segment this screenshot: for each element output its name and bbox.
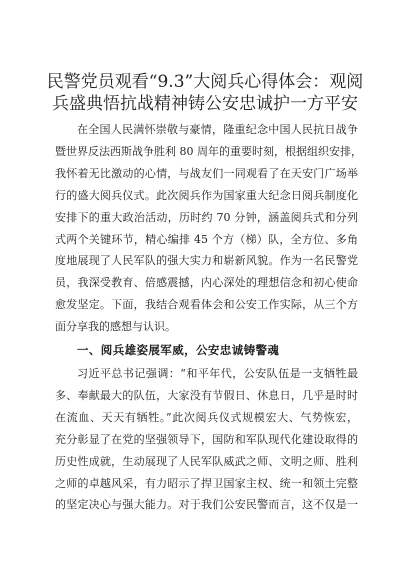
paragraph-line: 之师的卓越风采，有力昭示了捍卫国家主权、统一和领土完整 <box>55 476 358 490</box>
title-line: 民警党员观看“9.3”大阅兵心得体会：观阅 <box>46 72 364 92</box>
paragraph-line: 员，我深受教育、倍感震撼，内心深处的理想信念和初心使命 <box>55 276 358 290</box>
title-line: 兵盛典悟抗战精神铸公安忠诚护一方平安 <box>52 94 358 114</box>
intro-paragraph <box>55 119 362 338</box>
paragraph-line: 安排下的重大政治活动，历时约 70 分钟，涵盖阅兵式和分列 <box>55 210 358 224</box>
paragraph-line: 充分彰显了在党的坚强领导下，国防和军队现代化建设取得的 <box>55 432 358 446</box>
paragraph-line: 在全国人民满怀崇敬与豪情，隆重纪念中国人民抗日战争 <box>77 123 358 136</box>
section1-paragraph <box>55 363 358 516</box>
paragraph-line: 暨世界反法西斯战争胜利 80 周年的重要时刻，根据组织安排， <box>55 144 362 158</box>
paragraph-line: 多、奉献最大的队伍，大家没有节假日、休息日，几乎是时时 <box>55 388 358 402</box>
paragraph-line: 我怀着无比激动的心情，与战友们一同观看了在天安门广场举 <box>55 166 358 180</box>
paragraph-line: 在流血、天天有牺牲。”此次阅兵仪式规模宏大、气势恢宏， <box>55 410 358 424</box>
paragraph-line: 历史性成就，生动展现了人民军队威武之师、文明之师、胜利 <box>55 454 358 468</box>
paragraph-line: 的坚定决心与强大能力。对于我们公安民警而言，这不仅是一 <box>55 498 358 512</box>
paragraph-line: 行的盛大阅兵仪式。此次阅兵作为国家重大纪念日阅兵制度化 <box>55 188 358 202</box>
paragraph-line: 面分享我的感想与认识。 <box>55 320 176 334</box>
paragraph-line: 式两个关键环节，精心编排 45 个方（梯）队，全方位、多角 <box>55 232 358 246</box>
paragraph-line: 愈发坚定。下面，我结合观看体会和公安工作实际，从三个方 <box>55 298 358 312</box>
paragraph-line: 度地展现了人民军队的强大实力和崭新风貌。作为一名民警党 <box>55 254 358 268</box>
document-title <box>30 71 380 115</box>
paragraph-line: 习近平总书记强调：“和平年代，公安队伍是一支牺牲最 <box>77 367 358 380</box>
section-heading: 一、阅兵雄姿展军威，公安忠诚铸警魂 <box>77 343 280 357</box>
